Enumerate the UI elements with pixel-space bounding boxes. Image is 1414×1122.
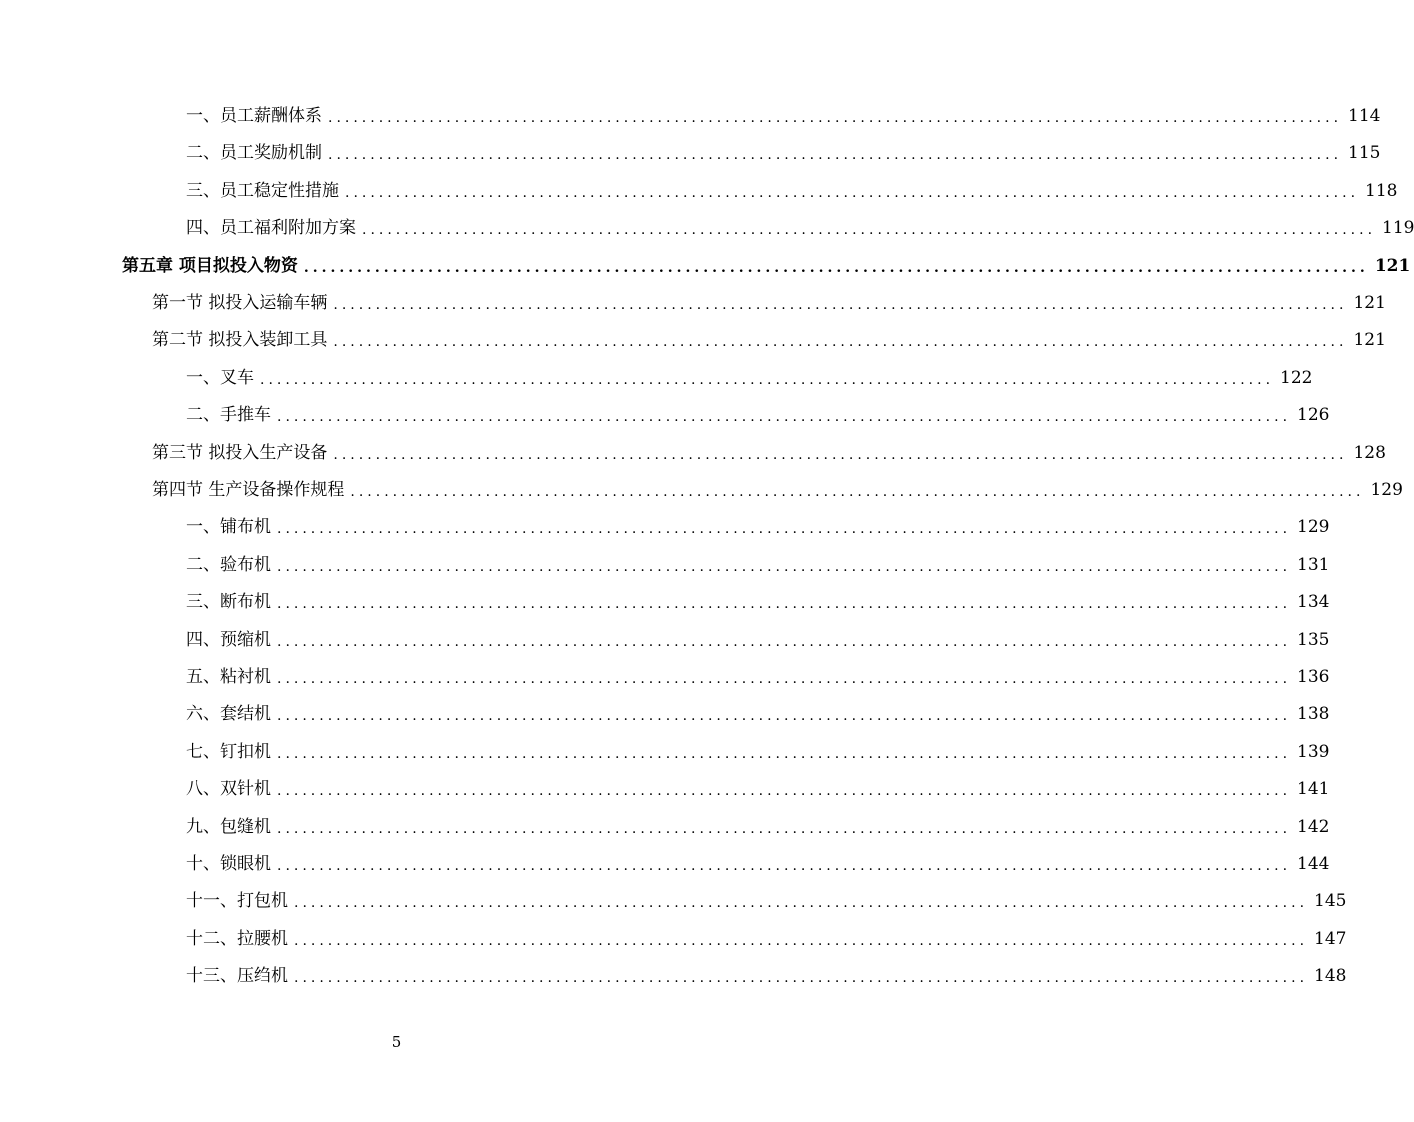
toc-dot-leader: ........................................................................................................................ [277, 596, 1292, 613]
toc-entry-title: 第一节 拟投入运输车辆 [152, 293, 328, 313]
toc-dot-leader: ........................................................................................................................ [277, 745, 1292, 762]
toc-entry-page: 129 [1297, 517, 1330, 538]
toc-entry-title: 十、锁眼机 [186, 854, 271, 874]
toc-dot-leader: ........................................................................................................................ [345, 184, 1360, 201]
toc-entry-page: 135 [1297, 629, 1330, 650]
toc-entry-page: 148 [1314, 966, 1347, 987]
toc-entry-title: 十一、打包机 [186, 891, 288, 912]
toc-entry-page: 131 [1297, 554, 1330, 575]
toc-entry[interactable] [186, 849, 1330, 879]
toc-dot-leader: ........................................................................................................................ [277, 521, 1292, 538]
toc-entry-title: 七、钉扣机 [186, 741, 271, 762]
toc-entry-page: 141 [1297, 779, 1330, 800]
toc-entry-page: 145 [1314, 891, 1347, 912]
toc-entry-page: 128 [1353, 442, 1386, 463]
toc-dot-leader: ........................................................................................................................ [294, 970, 1309, 987]
toc-entry-page: 134 [1297, 592, 1330, 613]
toc-entry[interactable] [186, 512, 1330, 542]
toc-entry[interactable] [186, 812, 1330, 842]
toc-dot-leader: ........................................................................................................................ [350, 484, 1365, 500]
toc-dot-leader: ........................................................................................................................ [277, 820, 1292, 837]
page-number: 5 [391, 1033, 402, 1051]
toc-dot-leader: ........................................................................................................................ [362, 222, 1377, 239]
toc-entry-title: 第四节 生产设备操作规程 [152, 480, 345, 500]
toc-dot-leader: ........................................................................................................................ [333, 446, 1348, 463]
toc-entry-title: 十三、压绉机 [186, 966, 288, 987]
toc-entry-title: 第二节 拟投入装卸工具 [152, 330, 328, 351]
toc-entry-title: 二、员工奖励机制 [186, 143, 322, 164]
toc-entry[interactable] [186, 924, 1347, 954]
toc-entry-title: 第五章 项目拟投入物资 [122, 255, 298, 276]
toc-entry-page: 139 [1297, 741, 1330, 762]
toc-entry-page: 136 [1297, 667, 1330, 687]
toc-entry[interactable] [122, 251, 1411, 281]
toc-entry-title: 第三节 拟投入生产设备 [152, 442, 328, 463]
toc-entry[interactable] [186, 101, 1381, 131]
toc-entry-page: 144 [1297, 854, 1330, 874]
toc-entry-page: 122 [1280, 367, 1313, 388]
toc-entry-title: 四、员工福利附加方案 [186, 218, 356, 239]
toc-entry-page: 115 [1348, 143, 1381, 164]
toc-entry-title: 八、双针机 [186, 779, 271, 800]
toc-entry-page: 129 [1370, 480, 1403, 500]
toc-entry[interactable] [152, 438, 1386, 468]
toc-entry-title: 六、套结机 [186, 704, 271, 725]
toc-dot-leader: ........................................................................................................................ [333, 297, 1348, 313]
toc-entry-page: 126 [1297, 405, 1330, 426]
toc-entry[interactable] [186, 363, 1313, 393]
toc-entry[interactable] [186, 400, 1330, 430]
toc-entry-title: 一、叉车 [186, 367, 254, 388]
toc-entry[interactable] [186, 587, 1330, 617]
toc-entry-title: 四、预缩机 [186, 629, 271, 650]
toc-dot-leader: ........................................................................................................................ [277, 633, 1292, 650]
toc-entry-page: 114 [1348, 106, 1381, 126]
toc-entry-page: 147 [1314, 928, 1347, 949]
toc-dot-leader: ........................................................................................................................ [260, 371, 1275, 388]
toc-dot-leader: ........................................................................................................................ [277, 708, 1292, 725]
toc-entry[interactable] [186, 774, 1330, 804]
toc-entry-title: 三、断布机 [186, 592, 271, 613]
toc-entry-title: 五、粘衬机 [186, 667, 271, 687]
toc-dot-leader: ........................................................................................................................ [277, 783, 1292, 800]
toc-entry[interactable] [152, 288, 1386, 318]
toc-dot-leader: ........................................................................................................................ [333, 334, 1348, 351]
toc-dot-leader: ........................................................................................................................ [277, 858, 1292, 874]
toc-entry[interactable] [186, 737, 1330, 767]
toc-dot-leader: ........................................................................................................................ [277, 558, 1292, 575]
toc-entry-page: 119 [1382, 218, 1414, 239]
toc-entry[interactable] [186, 625, 1330, 655]
toc-entry-page: 121 [1353, 293, 1386, 313]
toc-dot-leader: ........................................................................................................................ [303, 259, 1369, 276]
toc-entry[interactable] [186, 550, 1330, 580]
toc-entry-title: 一、铺布机 [186, 517, 271, 538]
toc-entry[interactable] [186, 176, 1398, 206]
toc-entry-page: 138 [1297, 704, 1330, 725]
toc-entry[interactable] [186, 213, 1414, 243]
toc-entry-page: 142 [1297, 816, 1330, 837]
toc-entry[interactable] [152, 325, 1386, 355]
toc-entry-title: 一、员工薪酬体系 [186, 106, 322, 126]
toc-entry[interactable] [186, 886, 1347, 916]
toc-dot-leader: ........................................................................................................................ [294, 895, 1309, 912]
toc-entry-title: 二、验布机 [186, 554, 271, 575]
toc-entry[interactable] [152, 475, 1403, 505]
toc-entry[interactable] [186, 699, 1330, 729]
toc-dot-leader: ........................................................................................................................ [328, 147, 1343, 164]
toc-entry[interactable] [186, 662, 1330, 692]
toc-dot-leader: ........................................................................................................................ [277, 671, 1292, 687]
toc-entry-page: 121 [1353, 330, 1386, 351]
toc-entry[interactable] [186, 961, 1347, 991]
toc-dot-leader: ........................................................................................................................ [294, 932, 1309, 949]
toc-entry-title: 十二、拉腰机 [186, 928, 288, 949]
toc-entry-title: 三、员工稳定性措施 [186, 180, 339, 201]
toc-entry-page: 121 [1374, 255, 1411, 276]
toc-entry[interactable] [186, 138, 1381, 168]
toc-entry-title: 九、包缝机 [186, 816, 271, 837]
toc-dot-leader: ........................................................................................................................ [277, 409, 1292, 426]
toc-entry-title: 二、手推车 [186, 405, 271, 426]
toc-dot-leader: ........................................................................................................................ [328, 110, 1343, 126]
toc-entry-page: 118 [1365, 180, 1398, 201]
